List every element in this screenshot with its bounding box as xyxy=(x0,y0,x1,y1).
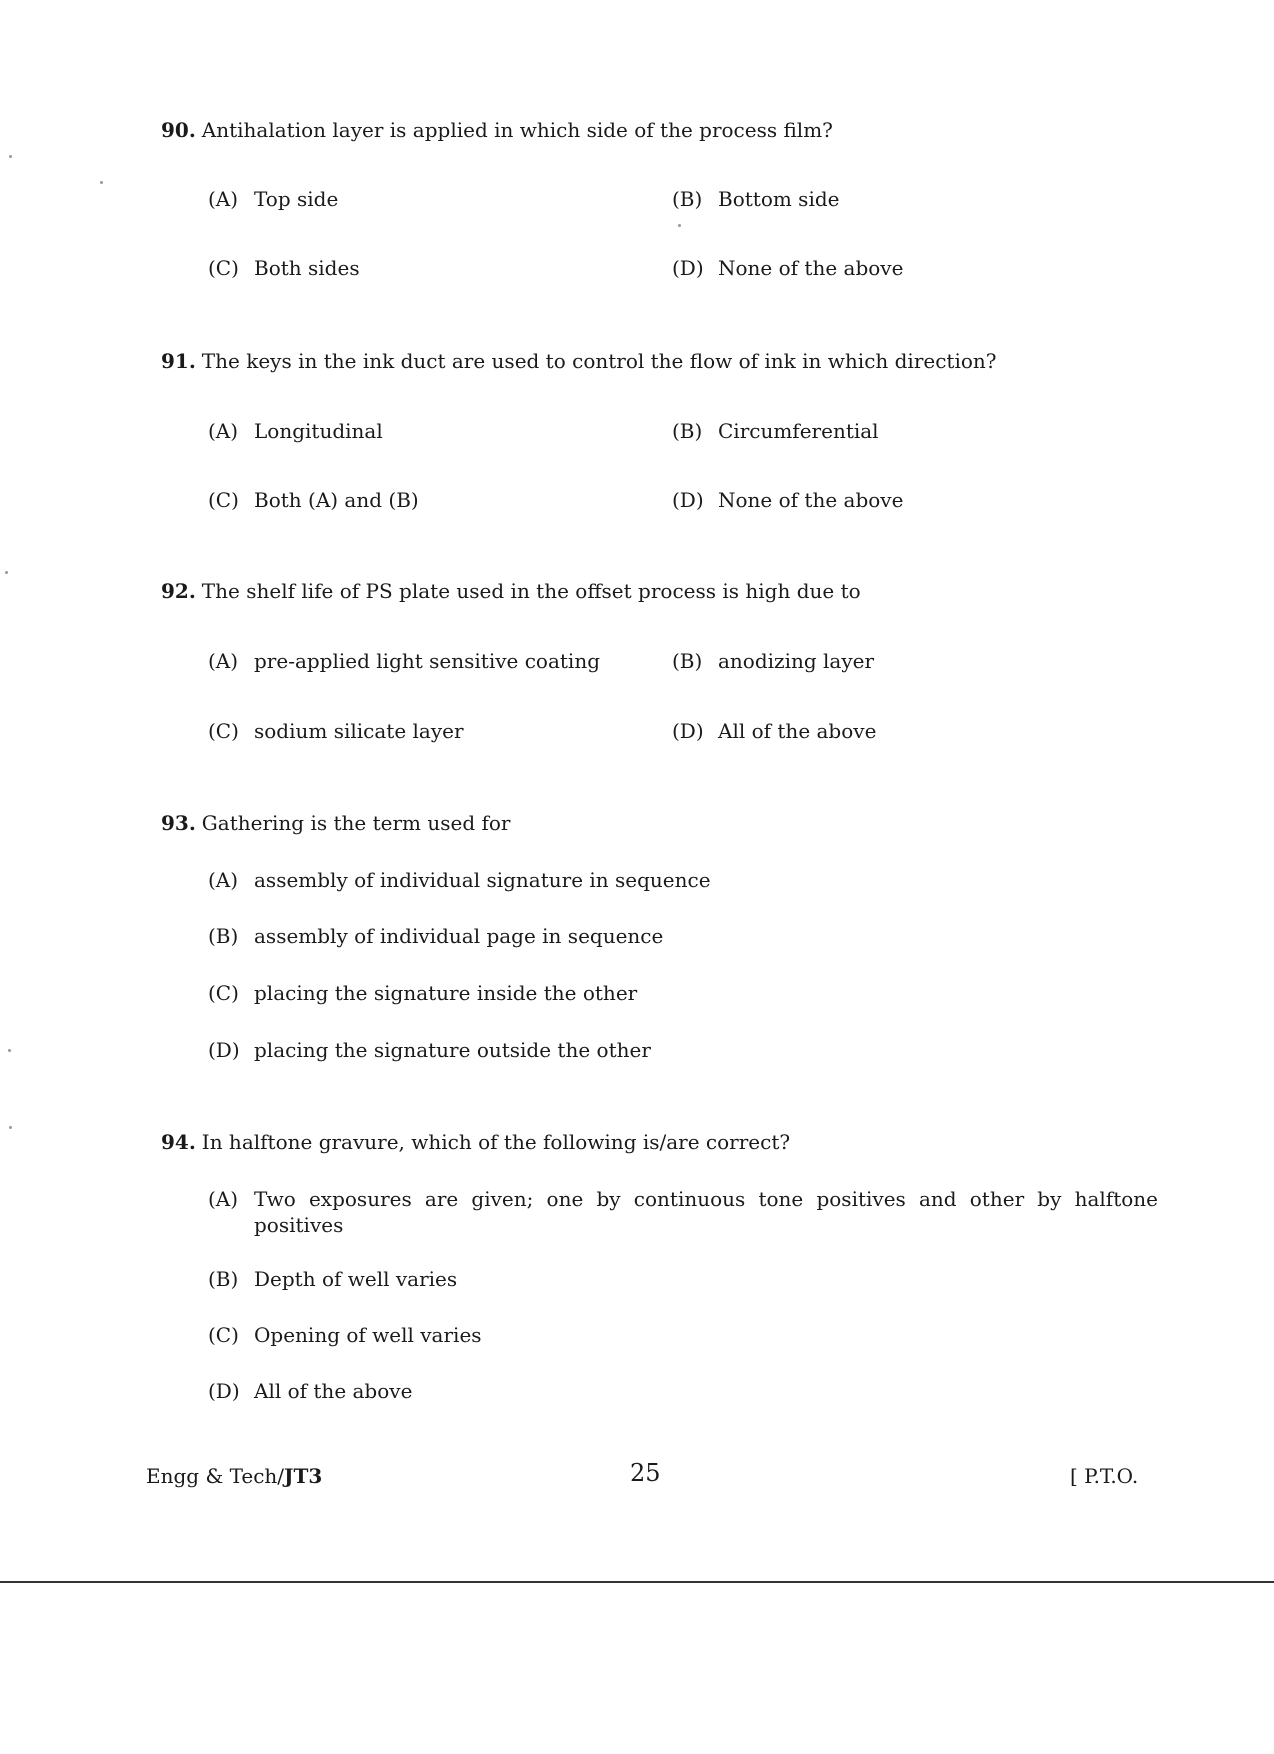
option-text: Longitudinal xyxy=(254,419,383,443)
scan-speck xyxy=(9,1126,12,1129)
question-90 xyxy=(161,117,833,143)
footer-paper-code: JT3 xyxy=(284,1464,323,1488)
option-label: (D) xyxy=(672,719,704,743)
option-91-d[interactable] xyxy=(672,487,903,513)
option-94-a[interactable] xyxy=(208,1186,1158,1238)
option-93-b[interactable] xyxy=(208,923,663,949)
option-text: sodium silicate layer xyxy=(254,719,464,743)
scan-speck xyxy=(100,181,103,184)
option-label: (A) xyxy=(208,187,239,211)
option-93-d[interactable] xyxy=(208,1037,651,1063)
option-90-a[interactable] xyxy=(208,186,338,212)
scan-speck xyxy=(9,155,12,158)
option-90-d[interactable] xyxy=(672,255,903,281)
question-93 xyxy=(161,810,510,836)
option-text: placing the signature outside the other xyxy=(254,1038,651,1062)
option-92-d[interactable] xyxy=(672,718,876,744)
scan-speck xyxy=(5,571,8,574)
option-text: All of the above xyxy=(718,719,877,743)
page-bottom-rule xyxy=(0,1581,1274,1583)
question-number: 92. xyxy=(161,579,196,603)
option-90-b[interactable] xyxy=(672,186,839,212)
option-92-a[interactable] xyxy=(208,648,600,674)
option-label: (A) xyxy=(208,419,239,443)
option-91-a[interactable] xyxy=(208,418,383,444)
question-number: 90. xyxy=(161,118,196,142)
option-label: (D) xyxy=(208,1038,240,1062)
option-92-c[interactable] xyxy=(208,718,464,744)
option-94-d[interactable] xyxy=(208,1378,412,1404)
scan-speck xyxy=(678,224,681,227)
option-text: Bottom side xyxy=(718,187,840,211)
option-label: (C) xyxy=(208,1323,239,1347)
option-text: Depth of well varies xyxy=(254,1267,458,1291)
option-label: (B) xyxy=(672,649,703,673)
question-number: 91. xyxy=(161,349,196,373)
question-text: In halftone gravure, which of the following is/are correct? xyxy=(201,1130,791,1154)
question-92 xyxy=(161,578,861,604)
option-text: pre-applied light sensitive coating xyxy=(254,649,600,673)
question-text: The shelf life of PS plate used in the offset process is high due to xyxy=(201,579,861,603)
option-94-c[interactable] xyxy=(208,1322,482,1348)
option-text: assembly of individual page in sequence xyxy=(254,924,664,948)
footer-prefix: Engg & Tech/ xyxy=(146,1464,285,1488)
option-text: placing the signature inside the other xyxy=(254,981,638,1005)
option-text: Both sides xyxy=(254,256,360,280)
option-label: (D) xyxy=(672,488,704,512)
question-91 xyxy=(161,348,997,374)
option-label: (C) xyxy=(208,981,239,1005)
option-text: None of the above xyxy=(718,256,904,280)
option-label: (D) xyxy=(208,1379,240,1403)
option-label: (C) xyxy=(208,719,239,743)
option-text: Circumferential xyxy=(718,419,879,443)
page-number: 25 xyxy=(630,1459,661,1487)
option-label: (A) xyxy=(208,868,239,892)
option-label: (D) xyxy=(672,256,704,280)
question-text: Gathering is the term used for xyxy=(201,811,511,835)
option-91-c[interactable] xyxy=(208,487,419,513)
option-label: (C) xyxy=(208,256,239,280)
option-label: (C) xyxy=(208,488,239,512)
option-label: (B) xyxy=(672,187,703,211)
option-92-b[interactable] xyxy=(672,648,874,674)
option-label: (A) xyxy=(208,1187,239,1211)
option-text: Two exposures are given; one by continuous tone positives and other by halftone positives xyxy=(254,1187,1158,1237)
option-91-b[interactable] xyxy=(672,418,879,444)
option-text: Opening of well varies xyxy=(254,1323,482,1347)
option-label: (B) xyxy=(208,1267,239,1291)
question-text: The keys in the ink duct are used to control the flow of ink in which direction? xyxy=(201,349,997,373)
question-94 xyxy=(161,1129,790,1155)
option-text: anodizing layer xyxy=(718,649,875,673)
option-93-a[interactable] xyxy=(208,867,711,893)
option-text: All of the above xyxy=(254,1379,413,1403)
option-text: assembly of individual signature in sequence xyxy=(254,868,711,892)
option-label: (B) xyxy=(208,924,239,948)
option-90-c[interactable] xyxy=(208,255,360,281)
option-label: (B) xyxy=(672,419,703,443)
question-text: Antihalation layer is applied in which side of the process film? xyxy=(201,118,833,142)
option-93-c[interactable] xyxy=(208,980,637,1006)
scan-speck xyxy=(8,1049,11,1052)
option-text: None of the above xyxy=(718,488,904,512)
option-label: (A) xyxy=(208,649,239,673)
pto-label: [ P.T.O. xyxy=(1070,1464,1139,1488)
footer-code xyxy=(146,1463,322,1489)
option-text: Both (A) and (B) xyxy=(254,488,419,512)
question-number: 93. xyxy=(161,811,196,835)
question-number: 94. xyxy=(161,1130,196,1154)
option-text: Top side xyxy=(254,187,339,211)
option-94-b[interactable] xyxy=(208,1266,457,1292)
